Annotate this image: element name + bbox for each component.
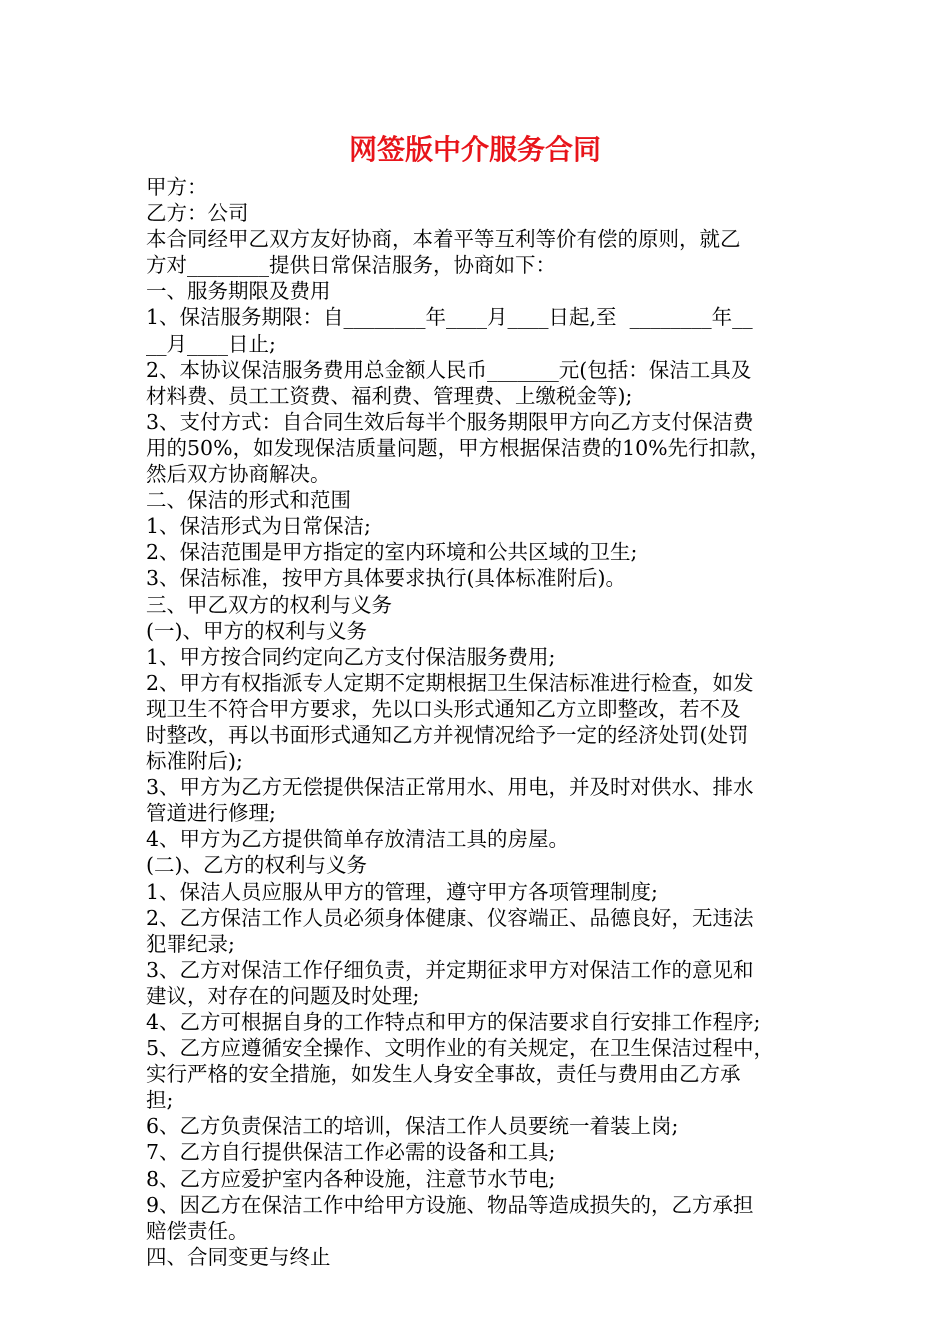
- clause-line: 2、保洁范围是甲方指定的室内环境和公共区域的卫生;: [146, 540, 638, 565]
- clause-line: 4、甲方为乙方提供简单存放清洁工具的房屋。: [146, 827, 570, 852]
- clause-line: 3、甲方为乙方无偿提供保洁正常用水、用电，并及时对供水、排水: [146, 775, 754, 800]
- clause-line: 2、本协议保洁服务费用总金额人民币_______元(包括：保洁工具及: [146, 357, 752, 382]
- subsection-heading: (二)、乙方的权利与义务: [146, 853, 367, 878]
- clause-line: 3、保洁标准，按甲方具体要求执行(具体标准附后)。: [146, 566, 627, 591]
- section-heading: 四、合同变更与终止: [146, 1244, 331, 1269]
- clause-line: 担;: [146, 1088, 174, 1113]
- clause-line: 3、支付方式：自合同生效后每半个服务期限甲方向乙方支付保洁费: [146, 409, 754, 434]
- preamble-line: 方对________提供日常保洁服务，协商如下：: [146, 253, 556, 278]
- subsection-heading: (一)、甲方的权利与义务: [146, 618, 367, 643]
- clause-line: 1、保洁服务期限：自________年____月____日起,至 ________年__: [146, 305, 753, 330]
- clause-line: 9、因乙方在保洁工作中给甲方设施、物品等造成损失的，乙方承担: [146, 1192, 754, 1217]
- clause-line: 时整改，再以书面形式通知乙方并视情况给予一定的经济处罚(处罚: [146, 722, 749, 747]
- section-heading: 二、保洁的形式和范围: [146, 488, 351, 513]
- clause-line: 2、乙方保洁工作人员必须身体健康、仪容端正、品德良好，无违法: [146, 905, 754, 930]
- clause-line: 1、保洁人员应服从甲方的管理，遵守甲方各项管理制度;: [146, 879, 658, 904]
- clause-line: 然后双方协商解决。: [146, 462, 331, 487]
- clause-line: 现卫生不符合甲方要求，先以口头形式通知乙方立即整改，若不及: [146, 696, 741, 721]
- party-b-line: 乙方：公司: [146, 201, 249, 226]
- clause-line: 犯罪纪录;: [146, 931, 235, 956]
- party-a-line: 甲方：: [146, 175, 208, 199]
- clause-line: 3、乙方对保洁工作仔细负责，并定期征求甲方对保洁工作的意见和: [146, 957, 754, 982]
- clause-line: 1、保洁形式为日常保洁;: [146, 514, 371, 539]
- clause-line: 标准附后);: [146, 749, 243, 774]
- clause-line: 实行严格的安全措施，如发生人身安全事故，责任与费用由乙方承: [146, 1062, 741, 1087]
- clause-line: 5、乙方应遵循安全操作、文明作业的有关规定，在卫生保洁过程中，: [146, 1036, 775, 1061]
- clause-line: 6、乙方负责保洁工的培训，保洁工作人员要统一着装上岗;: [146, 1114, 679, 1139]
- preamble-line: 本合同经甲乙双方友好协商，本着平等互利等价有偿的原则，就乙: [146, 227, 741, 252]
- clause-line: 建议，对存在的问题及时处理;: [146, 983, 420, 1008]
- clause-line: 4、乙方可根据自身的工作特点和甲方的保洁要求自行安排工作程序;: [146, 1010, 761, 1034]
- clause-line: 管道进行修理;: [146, 801, 276, 826]
- clause-line: 1、甲方按合同约定向乙方支付保洁服务费用;: [146, 644, 556, 669]
- clause-line: 2、甲方有权指派专人定期不定期根据卫生保洁标准进行检查，如发: [146, 670, 754, 695]
- clause-line: 材料费、员工工资费、福利费、管理费、上缴税金等);: [146, 383, 633, 408]
- clause-line: 用的50%，如发现保洁质量问题，甲方根据保洁费的10%先行扣款，: [146, 435, 771, 460]
- clause-line: 7、乙方自行提供保洁工作必需的设备和工具;: [146, 1140, 556, 1165]
- document-body: [146, 174, 822, 1270]
- clause-line: __月____日止;: [146, 331, 276, 356]
- clause-line: 8、乙方应爱护室内各种设施，注意节水节电;: [146, 1166, 556, 1191]
- document-title: 网签版中介服务合同: [348, 133, 601, 166]
- clause-line: 赔偿责任。: [146, 1218, 249, 1243]
- section-heading: 一、服务期限及费用: [146, 279, 331, 304]
- section-heading: 三、甲乙双方的权利与义务: [146, 592, 392, 617]
